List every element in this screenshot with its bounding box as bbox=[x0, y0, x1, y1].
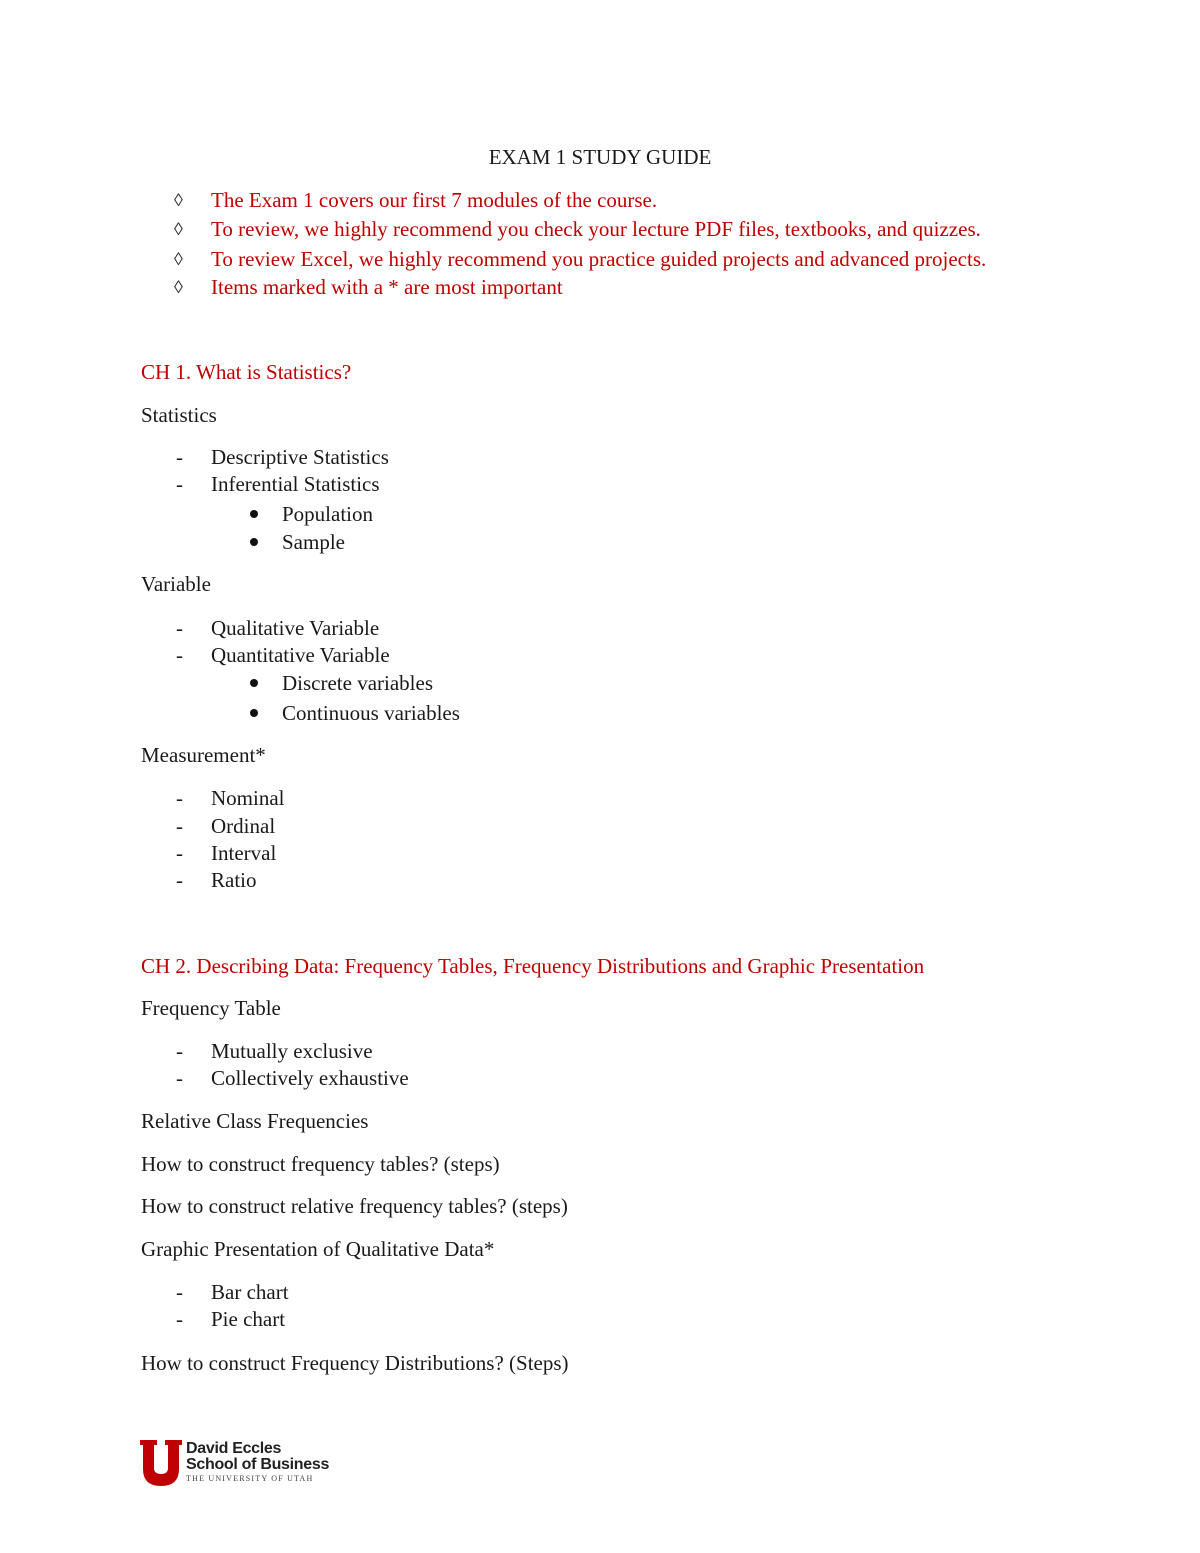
frequency-table-label: Frequency Table bbox=[141, 996, 281, 1020]
list-item: Quantitative Variable bbox=[211, 643, 390, 667]
construct-frequency-distributions: How to construct Frequency Distributions? (Steps) bbox=[141, 1351, 569, 1375]
note-4: Items marked with a * are most important bbox=[211, 275, 563, 299]
variable-label: Variable bbox=[141, 572, 211, 596]
dash-bullet: - bbox=[176, 814, 183, 838]
sub-list-item: Population bbox=[282, 502, 374, 526]
diamond-bullet-icon: ◊ bbox=[174, 190, 183, 210]
note-2: To review, we highly recommend you check your lecture PDF files, textbooks, and quizzes. bbox=[211, 217, 981, 241]
dash-bullet: - bbox=[176, 616, 183, 640]
dash-bullet: - bbox=[176, 1039, 183, 1063]
list-item: Ratio bbox=[211, 868, 257, 892]
school-logo bbox=[140, 1440, 340, 1486]
list-item: Inferential Statistics bbox=[211, 472, 380, 496]
page-title: EXAM 1 STUDY GUIDE bbox=[488, 145, 712, 169]
dash-bullet: - bbox=[176, 1307, 183, 1331]
dash-bullet: - bbox=[176, 786, 183, 810]
dash-bullet: - bbox=[176, 472, 183, 496]
note-1: The Exam 1 covers our first 7 modules of the course. bbox=[211, 188, 658, 212]
list-item: Bar chart bbox=[211, 1280, 289, 1304]
round-bullet-icon bbox=[250, 510, 258, 518]
sub-list-item: Discrete variables bbox=[282, 671, 434, 695]
list-item: Collectively exhaustive bbox=[211, 1066, 409, 1090]
diamond-bullet-icon: ◊ bbox=[174, 219, 183, 239]
ch2-heading: CH 2. Describing Data: Frequency Tables, Frequency Distributions and Graphic Presentation bbox=[141, 954, 925, 978]
dash-bullet: - bbox=[176, 841, 183, 865]
list-item: Nominal bbox=[211, 786, 285, 810]
graphic-presentation-label: Graphic Presentation of Qualitative Data* bbox=[141, 1237, 495, 1261]
list-item: Mutually exclusive bbox=[211, 1039, 373, 1063]
diamond-bullet-icon: ◊ bbox=[174, 249, 183, 269]
dash-bullet: - bbox=[176, 1280, 183, 1304]
logo-line-2: School of Business bbox=[186, 1456, 330, 1473]
note-3: To review Excel, we highly recommend you practice guided projects and advanced projects. bbox=[211, 247, 987, 271]
ch1-heading: CH 1. What is Statistics? bbox=[141, 360, 352, 384]
dash-bullet: - bbox=[176, 445, 183, 469]
list-item: Qualitative Variable bbox=[211, 616, 380, 640]
diamond-bullet-icon: ◊ bbox=[174, 277, 183, 297]
measurement-label: Measurement* bbox=[141, 743, 266, 767]
round-bullet-icon bbox=[250, 679, 258, 687]
statistics-label: Statistics bbox=[141, 403, 217, 427]
university-u-logo-icon bbox=[140, 1440, 182, 1486]
round-bullet-icon bbox=[250, 709, 258, 717]
construct-relative-frequency-tables: How to construct relative frequency tables? (steps) bbox=[141, 1194, 568, 1218]
logo-line-3: THE UNIVERSITY OF UTAH bbox=[186, 1474, 314, 1483]
relative-class-label: Relative Class Frequencies bbox=[141, 1109, 369, 1133]
dash-bullet: - bbox=[176, 1066, 183, 1090]
construct-frequency-tables: How to construct frequency tables? (steps) bbox=[141, 1152, 500, 1176]
list-item: Pie chart bbox=[211, 1307, 286, 1331]
round-bullet-icon bbox=[250, 538, 258, 546]
logo-line-1: David Eccles bbox=[186, 1440, 282, 1457]
list-item: Descriptive Statistics bbox=[211, 445, 389, 469]
sub-list-item: Sample bbox=[282, 530, 345, 554]
dash-bullet: - bbox=[176, 868, 183, 892]
dash-bullet: - bbox=[176, 643, 183, 667]
list-item: Interval bbox=[211, 841, 277, 865]
list-item: Ordinal bbox=[211, 814, 276, 838]
sub-list-item: Continuous variables bbox=[282, 701, 460, 725]
